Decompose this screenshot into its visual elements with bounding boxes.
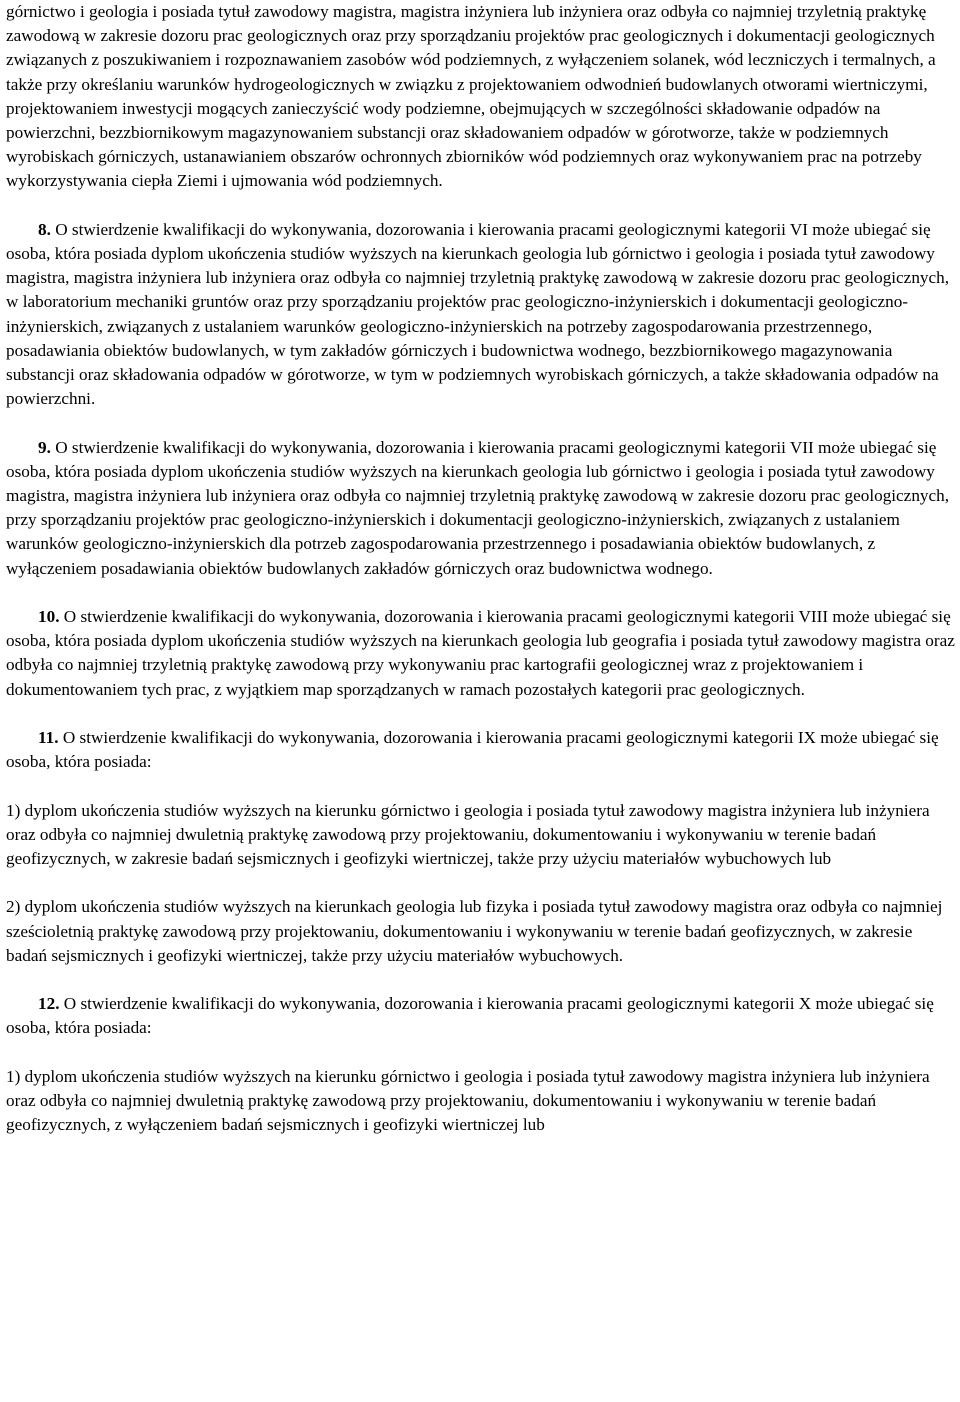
list-item-text: 2) dyplom ukończenia studiów wyższych na kierunkach geologia lub fizyka i posiada tytuł zawodowy magistra oraz odbyła co najmniej sześcioletnią praktykę zawodową przy projektowaniu, dokumentowaniu i wykonywaniu w terenie badań geofizycznych, w zakresie badań sejsmicznych i geofizyki wiertniczej, także przy użyciu materiałów wybuchowych. [6,897,943,965]
list-item-text: 1) dyplom ukończenia studiów wyższych na kierunku górnictwo i geologia i posiada tytuł zawodowy magistra inżyniera lub inżyniera oraz odbyła co najmniej dwuletnią praktykę zawodową przy projektowaniu, dokumentowaniu i wykonywaniu w terenie badań geofizycznych, z wyłączeniem badań sejsmicznych i geofizyki wiertniczej lub [6,1066,930,1135]
document-page [6,0,956,1137]
paragraph-11-item-2 [6,895,956,968]
paragraph-8 [6,218,956,412]
paragraph-gap [6,411,956,435]
paragraph-11-item-1 [6,799,956,872]
paragraph-number: 9. [38,437,51,457]
paragraph-gap [6,702,956,726]
paragraph-10 [6,605,956,702]
paragraph-11 [6,726,956,774]
paragraph-12-item-1 [6,1065,956,1138]
paragraph-text: O stwierdzenie kwalifikacji do wykonywania, dozorowania i kierowania pracami geologicznymi kategorii X może ubiegać się osoba, która posiada: [6,994,934,1038]
paragraph-text: O stwierdzenie kwalifikacji do wykonywania, dozorowania i kierowania pracami geologicznymi kategorii VIII może ubiegać się osoba, która posiada dyplom ukończenia studiów wyższych na kierunkach geologia lub geografia i posiada tytuł zawodowy magistra oraz odbyła co najmniej trzyletnią praktykę zawodową przy wykonywaniu prac kartografii geologicznej wraz z projektowaniem i dokumentowaniem tych prac, z wyjątkiem map sporządzanych w ramach pozostałych kategorii prac geologicznych. [6,607,955,699]
paragraph-gap [6,871,956,895]
paragraph-text: O stwierdzenie kwalifikacji do wykonywania, dozorowania i kierowania pracami geologicznymi kategorii VI może ubiegać się osoba, która posiada dyplom ukończenia studiów wyższych na kierunkach geologia lub górnictwo i geologia i posiada tytuł zawodowy magistra, magistra inżyniera lub inżyniera oraz odbyła co najmniej trzyletnią praktykę zawodową w zakresie dozoru prac geologicznych, w laboratorium mechaniki gruntów oraz przy sporządzaniu projektów prac geologiczno-inżynierskich i dokumentacji geologiczno-inżynierskich, związanych z ustalaniem warunków geologiczno-inżynierskich na potrzeby zagospodarowania przestrzennego, posadawiania obiektów budowlanych, w tym zakładów górniczych i budownictwa wodnego, bezzbiornikowego magazynowania substancji oraz składowania odpadów w górotworze, w tym w podziemnych wyrobiskach górniczych, a także składowania odpadów na powierzchni. [6,219,950,409]
paragraph-text: O stwierdzenie kwalifikacji do wykonywania, dozorowania i kierowania pracami geologicznymi kategorii IX może ubiegać się osoba, która posiada: [6,728,939,772]
paragraph-gap [6,581,956,605]
paragraph-12 [6,992,956,1040]
paragraph-gap [6,968,956,992]
paragraph-gap [6,1041,956,1065]
paragraph-number: 12. [38,994,60,1014]
paragraph-number: 11. [38,728,59,748]
paragraph-number: 10. [38,607,60,627]
paragraph-9 [6,436,956,581]
paragraph-gap [6,194,956,218]
paragraph-7-continued: górnictwo i geologia i posiada tytuł zawodowy magistra, magistra inżyniera lub inżyniera oraz odbyła co najmniej trzyletnią praktykę zawodową w zakresie dozoru prac geologicznych oraz przy sporządzaniu projektów prac geologicznych i dokumentacji geologicznych związanych z poszukiwaniem i rozpoznawaniem zasobów wód podziemnych, z wyłączeniem solanek, wód leczniczych i termalnych, a także przy określaniu warunków hydrogeologicznych w związku z projektowaniem odwodnień budowlanych otworami wiertniczymi, projektowaniem inwestycji mogących zanieczyścić wody podziemne, obejmujących w szczególności składowanie odpadów na powierzchni, bezzbiornikowym magazynowaniem substancji oraz składowaniem odpadów w górotworze, także w podziemnych wyrobiskach górniczych, ustanawianiem obszarów ochronnych zbiorników wód podziemnych oraz wykonywaniem prac na potrzeby wykorzystywania ciepła Ziemi i ujmowania wód podziemnych. [6,2,936,191]
paragraph-gap [6,774,956,798]
paragraph-number: 8. [38,219,51,239]
paragraph-text: O stwierdzenie kwalifikacji do wykonywania, dozorowania i kierowania pracami geologicznymi kategorii VII może ubiegać się osoba, która posiada dyplom ukończenia studiów wyższych na kierunkach geologia lub górnictwo i geologia i posiada tytuł zawodowy magistra, magistra inżyniera lub inżyniera oraz odbyła co najmniej trzyletnią praktykę zawodową w zakresie dozoru prac geologicznych, przy sporządzaniu projektów prac geologiczno-inżynierskich i dokumentacji geologiczno-inżynierskich, związanych z ustalaniem warunków geologiczno-inżynierskich dla potrzeb zagospodarowania przestrzennego i posadawiania obiektów budowlanych, z wyłączeniem posadawiania obiektów budowlanych zakładów górniczych oraz budownictwa wodnego. [6,437,950,578]
list-item-text: 1) dyplom ukończenia studiów wyższych na kierunku górnictwo i geologia i posiada tytuł zawodowy magistra inżyniera lub inżyniera oraz odbyła co najmniej dwuletnią praktykę zawodową przy projektowaniu, dokumentowaniu i wykonywaniu w terenie badań geofizycznych, w zakresie badań sejsmicznych i geofizyki wiertniczej, także przy użyciu materiałów wybuchowych lub [6,800,930,869]
